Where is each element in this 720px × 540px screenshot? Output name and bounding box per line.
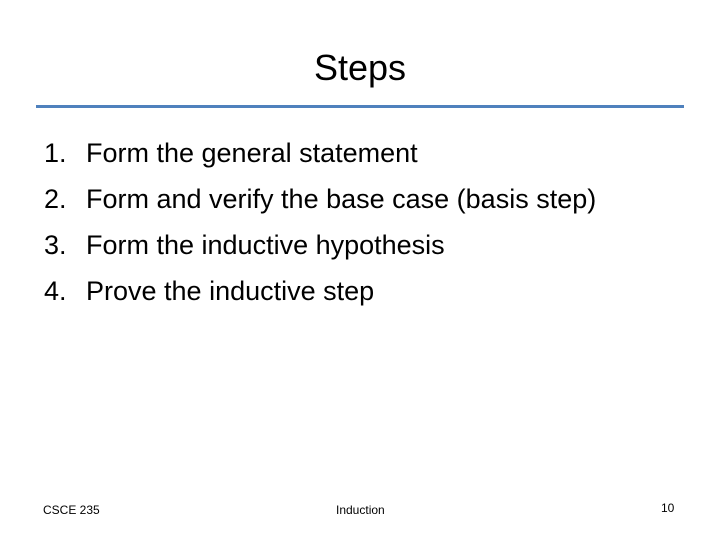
title-divider: [36, 105, 684, 108]
step-text: Form the inductive hypothesis: [86, 229, 445, 260]
footer-topic: Induction: [336, 503, 385, 517]
slide-title: Steps: [313, 47, 407, 88]
steps-list: [44, 130, 596, 314]
page-number: 10: [661, 501, 675, 515]
step-number: 3.: [44, 229, 67, 260]
list-item: [44, 268, 596, 314]
step-text: Form and verify the base case (basis step): [86, 183, 597, 214]
step-number: 4.: [44, 275, 67, 306]
footer-course: CSCE 235: [43, 503, 100, 517]
step-number: 1.: [44, 137, 67, 168]
list-item: [44, 222, 596, 268]
list-item: [44, 130, 596, 176]
step-number: 2.: [44, 183, 67, 214]
step-text: Prove the inductive step: [86, 275, 375, 306]
list-item: [44, 176, 596, 222]
step-text: Form the general statement: [86, 137, 418, 168]
